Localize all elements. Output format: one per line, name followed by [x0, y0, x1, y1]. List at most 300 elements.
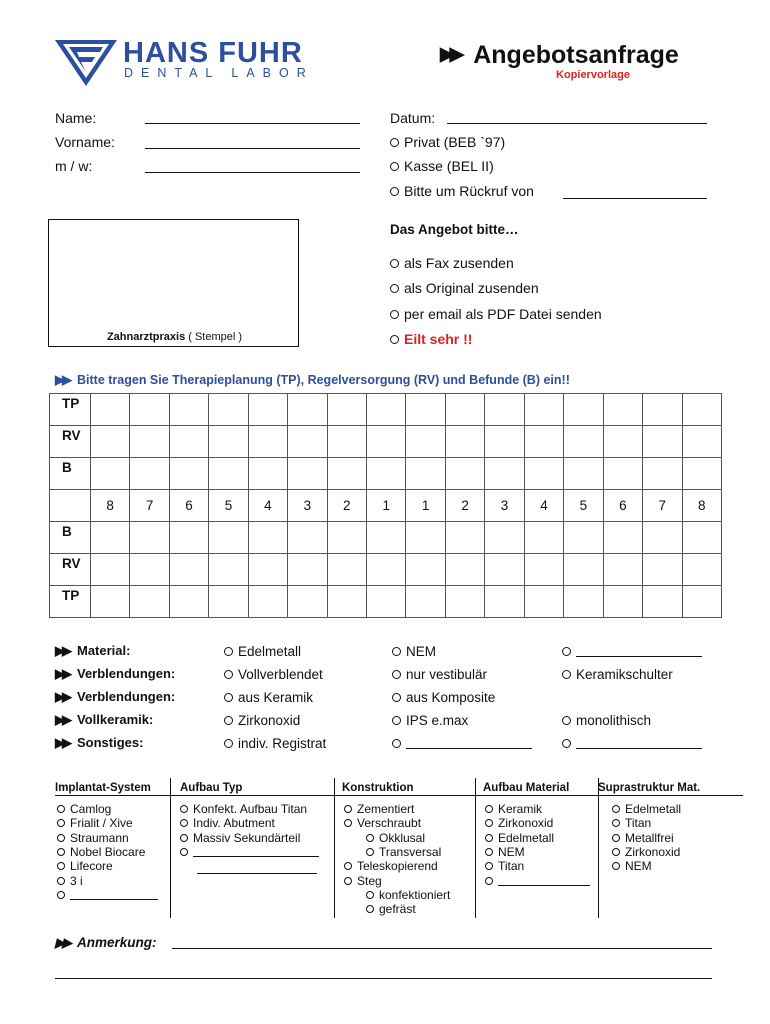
- chart-cell[interactable]: [288, 394, 327, 426]
- aufbau-material-option-label: Keramik: [498, 802, 543, 816]
- chart-row-b-upper: [50, 458, 722, 490]
- chart-instruction: [55, 372, 570, 388]
- chart-row-label: RV: [50, 426, 91, 458]
- radio-circle-icon: [344, 877, 352, 885]
- option-pdf[interactable]: [390, 306, 602, 322]
- material-option[interactable]: [224, 690, 313, 706]
- chart-corner-cell: [50, 490, 91, 522]
- chart-cell[interactable]: [130, 554, 169, 586]
- radio-circle-icon: [57, 805, 65, 813]
- chart-cell[interactable]: [248, 458, 287, 490]
- konstruktion-option-label: Transversal: [379, 844, 442, 859]
- radio-circle-icon: [485, 834, 493, 842]
- suprastruktur-option[interactable]: [612, 816, 651, 830]
- mw-label: m / w:: [55, 158, 93, 174]
- chart-cell[interactable]: [367, 522, 406, 554]
- konstruktion-option-label: Verschraubt: [357, 816, 422, 831]
- suprastruktur-option-label: Metallfrei: [625, 830, 674, 845]
- radio-circle-icon: [612, 805, 620, 813]
- suprastruktur-option-label: NEM: [625, 859, 652, 874]
- chart-row-label: B: [50, 522, 91, 554]
- chart-cell[interactable]: [327, 586, 366, 618]
- chart-cell[interactable]: [130, 426, 169, 458]
- radio-circle-icon: [485, 805, 493, 813]
- material-option-label: nur vestibulär: [406, 667, 488, 682]
- chart-cell[interactable]: [169, 586, 208, 618]
- company-logo-icon: [55, 40, 117, 86]
- tooth-number: 1: [406, 490, 445, 522]
- chart-cell[interactable]: [564, 586, 603, 618]
- radio-circle-icon: [366, 905, 374, 913]
- chart-cell[interactable]: [643, 554, 682, 586]
- radio-circle-icon: [390, 162, 399, 171]
- chart-cell[interactable]: [603, 522, 642, 554]
- delivery-heading: Das Angebot bitte…: [390, 222, 519, 237]
- chart-cell[interactable]: [248, 554, 287, 586]
- chart-cell[interactable]: [130, 586, 169, 618]
- chart-cell[interactable]: [130, 394, 169, 426]
- option-original[interactable]: [390, 280, 539, 296]
- chart-cell[interactable]: [327, 426, 366, 458]
- datum-field[interactable]: [447, 123, 707, 124]
- chart-cell[interactable]: [603, 586, 642, 618]
- double-arrow-icon: ▶▶: [440, 44, 460, 65]
- column-divider: [598, 778, 599, 918]
- chart-cell[interactable]: [90, 458, 129, 490]
- option-urgent[interactable]: [390, 331, 472, 347]
- radio-circle-icon: [224, 739, 233, 748]
- chart-cell[interactable]: [643, 586, 682, 618]
- tooth-chart: [49, 393, 722, 618]
- implant-system-option[interactable]: [57, 845, 145, 859]
- tooth-number: 6: [603, 490, 642, 522]
- blank-entry-line[interactable]: [197, 873, 317, 874]
- implant-system-option[interactable]: [57, 874, 83, 888]
- chart-cell[interactable]: [90, 586, 129, 618]
- implant-system-option[interactable]: [57, 831, 129, 845]
- remark-line-1[interactable]: [172, 948, 712, 949]
- chart-cell[interactable]: [643, 458, 682, 490]
- radio-circle-icon: [344, 862, 352, 870]
- material-option-label: aus Komposite: [406, 690, 496, 705]
- mw-field[interactable]: [145, 172, 360, 173]
- chart-cell[interactable]: [248, 426, 287, 458]
- option-urgent-label: Eilt sehr !!: [404, 331, 473, 347]
- aufbau-material-option[interactable]: [485, 816, 553, 830]
- implant-system-option-label: 3 i: [70, 873, 83, 888]
- option-fax-label: als Fax zusenden: [404, 255, 514, 271]
- material-option-label: monolithisch: [576, 713, 652, 728]
- radio-circle-icon: [390, 138, 399, 147]
- konstruktion-option[interactable]: [344, 859, 438, 873]
- tooth-number: 8: [682, 490, 721, 522]
- konstruktion-option[interactable]: [366, 902, 416, 916]
- option-privat[interactable]: [390, 134, 505, 150]
- chart-row-tp-lower: [50, 586, 722, 618]
- tooth-number: 1: [367, 490, 406, 522]
- suprastruktur-option-label: Zirkonoxid: [625, 844, 681, 859]
- chart-cell[interactable]: [643, 426, 682, 458]
- radio-circle-icon: [390, 335, 399, 344]
- radio-circle-icon: [57, 834, 65, 842]
- chart-cell[interactable]: [682, 458, 721, 490]
- implant-system-option-label: Camlog: [70, 802, 112, 816]
- radio-circle-icon: [180, 819, 188, 827]
- datum-label: Datum:: [390, 110, 436, 126]
- chart-cell[interactable]: [564, 426, 603, 458]
- material-option[interactable]: [224, 713, 300, 729]
- chart-cell[interactable]: [367, 426, 406, 458]
- radio-circle-icon: [366, 891, 374, 899]
- chart-cell[interactable]: [90, 522, 129, 554]
- option-rueckruf[interactable]: [390, 183, 534, 199]
- radio-circle-icon: [224, 693, 233, 702]
- material-option[interactable]: [392, 644, 436, 660]
- chart-row-rv-upper: [50, 426, 722, 458]
- chart-cell[interactable]: [682, 426, 721, 458]
- material-option[interactable]: [562, 713, 651, 729]
- remark-line-2[interactable]: [55, 978, 712, 979]
- chart-cell[interactable]: [524, 394, 563, 426]
- double-arrow-icon: ▶▶: [55, 712, 69, 727]
- remark-label-text: Anmerkung:: [77, 935, 157, 950]
- blank-entry-line[interactable]: [406, 737, 532, 749]
- material-row-label: [55, 666, 175, 682]
- radio-circle-icon: [224, 670, 233, 679]
- chart-cell[interactable]: [524, 522, 563, 554]
- chart-cell[interactable]: [209, 394, 248, 426]
- aufbau-material-option[interactable]: [485, 802, 542, 816]
- implant-system-option-label: Frialit / Xive: [70, 816, 133, 831]
- aufbau-material-option-label: Zirkonoxid: [498, 816, 554, 831]
- chart-cell[interactable]: [445, 426, 484, 458]
- radio-circle-icon: [390, 259, 399, 268]
- stamp-label-rest: ( Stempel ): [185, 331, 243, 343]
- chart-cell[interactable]: [485, 522, 524, 554]
- chart-cell[interactable]: [485, 458, 524, 490]
- radio-circle-icon: [57, 862, 65, 870]
- chart-cell[interactable]: [406, 394, 445, 426]
- chart-cell[interactable]: [169, 554, 208, 586]
- radio-circle-icon: [366, 848, 374, 856]
- aufbau-material-option-label: Titan: [498, 859, 525, 874]
- chart-cell[interactable]: [445, 586, 484, 618]
- chart-cell[interactable]: [406, 586, 445, 618]
- radio-circle-icon: [366, 834, 374, 842]
- blank-entry-line[interactable]: [576, 645, 702, 657]
- double-arrow-icon: ▶▶: [55, 735, 69, 750]
- radio-circle-icon: [57, 891, 65, 899]
- name-field[interactable]: [145, 123, 360, 124]
- chart-cell[interactable]: [169, 458, 208, 490]
- material-option[interactable]: [224, 736, 326, 752]
- chart-cell[interactable]: [406, 522, 445, 554]
- chart-cell[interactable]: [367, 554, 406, 586]
- chart-cell[interactable]: [90, 554, 129, 586]
- double-arrow-icon: ▶▶: [55, 643, 69, 658]
- chart-cell[interactable]: [209, 554, 248, 586]
- implant-header-divider: [55, 795, 743, 796]
- chart-cell[interactable]: [445, 458, 484, 490]
- chart-cell[interactable]: [169, 426, 208, 458]
- chart-cell[interactable]: [130, 522, 169, 554]
- radio-circle-icon: [612, 819, 620, 827]
- material-row-label: [55, 643, 130, 659]
- company-subtitle: DENTAL LABOR: [124, 66, 314, 80]
- chart-cell[interactable]: [406, 426, 445, 458]
- option-kasse-label: Kasse (BEL II): [404, 158, 494, 174]
- radio-circle-icon: [485, 877, 493, 885]
- chart-cell[interactable]: [327, 522, 366, 554]
- implant-system-option-label: Nobel Biocare: [70, 844, 146, 859]
- material-row-label: [55, 689, 175, 705]
- chart-cell[interactable]: [288, 426, 327, 458]
- name-label: Name:: [55, 110, 97, 126]
- chart-cell[interactable]: [564, 554, 603, 586]
- tooth-number: 3: [288, 490, 327, 522]
- material-row-label-text: Vollkeramik:: [77, 712, 154, 727]
- radio-circle-icon: [390, 284, 399, 293]
- chart-cell[interactable]: [485, 394, 524, 426]
- chart-cell[interactable]: [288, 586, 327, 618]
- column-divider: [170, 778, 171, 918]
- blank-entry-line[interactable]: [193, 847, 319, 857]
- chart-cell[interactable]: [288, 458, 327, 490]
- suprastruktur-option-label: Titan: [625, 816, 652, 831]
- chart-cell[interactable]: [524, 554, 563, 586]
- option-kasse[interactable]: [390, 158, 494, 174]
- radio-circle-icon: [485, 819, 493, 827]
- chart-cell[interactable]: [603, 426, 642, 458]
- chart-cell[interactable]: [209, 522, 248, 554]
- chart-cell[interactable]: [327, 554, 366, 586]
- chart-cell[interactable]: [90, 426, 129, 458]
- double-arrow-icon: ▶▶: [55, 372, 69, 387]
- chart-cell[interactable]: [288, 522, 327, 554]
- suprastruktur-option[interactable]: [612, 802, 681, 816]
- chart-row-label: TP: [50, 586, 91, 618]
- chart-cell[interactable]: [564, 394, 603, 426]
- option-original-label: als Original zusenden: [404, 280, 539, 296]
- tooth-number: 4: [524, 490, 563, 522]
- chart-cell[interactable]: [682, 394, 721, 426]
- radio-circle-icon: [392, 716, 401, 725]
- page-title: [440, 40, 679, 70]
- option-pdf-label: per email als PDF Datei senden: [404, 306, 602, 322]
- chart-cell[interactable]: [367, 458, 406, 490]
- material-option[interactable]: [562, 644, 702, 660]
- radio-circle-icon: [612, 848, 620, 856]
- chart-cell[interactable]: [485, 554, 524, 586]
- chart-cell[interactable]: [564, 522, 603, 554]
- chart-cell[interactable]: [682, 554, 721, 586]
- radio-circle-icon: [390, 310, 399, 319]
- chart-cell[interactable]: [603, 394, 642, 426]
- implant-system-option[interactable]: [57, 888, 158, 902]
- tooth-number: 5: [209, 490, 248, 522]
- konstruktion-option-label: Steg: [357, 873, 382, 888]
- material-option[interactable]: [392, 713, 468, 729]
- chart-cell[interactable]: [130, 458, 169, 490]
- chart-cell[interactable]: [564, 458, 603, 490]
- remark-label: [55, 935, 157, 951]
- chart-cell[interactable]: [524, 426, 563, 458]
- konstruktion-option[interactable]: [366, 888, 450, 902]
- chart-cell[interactable]: [682, 586, 721, 618]
- double-arrow-icon: ▶▶: [55, 689, 69, 704]
- radio-circle-icon: [485, 848, 493, 856]
- radio-circle-icon: [485, 862, 493, 870]
- chart-cell[interactable]: [169, 522, 208, 554]
- material-option-label: Keramikschulter: [576, 667, 673, 682]
- suprastruktur-option[interactable]: [612, 859, 652, 873]
- suprastruktur-option[interactable]: [612, 845, 680, 859]
- aufbau-material-option[interactable]: [485, 859, 524, 873]
- material-row-label: [55, 712, 153, 728]
- konstruktion-option[interactable]: [344, 802, 414, 816]
- tooth-number: 3: [485, 490, 524, 522]
- material-option-label: NEM: [406, 644, 436, 659]
- blank-entry-line[interactable]: [70, 890, 158, 900]
- material-row-label: [55, 735, 143, 751]
- material-option[interactable]: [224, 644, 301, 660]
- aufbau-material-option[interactable]: [485, 845, 525, 859]
- material-option[interactable]: [392, 690, 495, 706]
- chart-cell[interactable]: [485, 586, 524, 618]
- chart-cell[interactable]: [406, 554, 445, 586]
- header-implantat-system: Implantat-System: [55, 782, 151, 794]
- chart-row-b-lower: [50, 522, 722, 554]
- chart-cell[interactable]: [169, 394, 208, 426]
- chart-cell[interactable]: [445, 522, 484, 554]
- tooth-number: 7: [130, 490, 169, 522]
- stamp-box[interactable]: [48, 219, 299, 347]
- radio-circle-icon: [57, 848, 65, 856]
- vorname-label: Vorname:: [55, 134, 115, 150]
- material-option-label: IPS e.max: [406, 713, 469, 728]
- chart-row-label: B: [50, 458, 91, 490]
- material-option-label: aus Keramik: [238, 690, 314, 705]
- implant-system-option[interactable]: [57, 816, 133, 830]
- material-row-label-text: Verblendungen:: [77, 666, 176, 681]
- chart-cell[interactable]: [643, 522, 682, 554]
- chart-cell[interactable]: [682, 522, 721, 554]
- option-fax[interactable]: [390, 255, 514, 271]
- chart-cell[interactable]: [485, 426, 524, 458]
- radio-circle-icon: [180, 834, 188, 842]
- radio-circle-icon: [392, 739, 401, 748]
- aufbau-typ-option[interactable]: [180, 831, 300, 845]
- chart-cell[interactable]: [445, 554, 484, 586]
- chart-cell[interactable]: [327, 394, 366, 426]
- suprastruktur-option-label: Edelmetall: [625, 802, 682, 816]
- blank-entry-line[interactable]: [576, 737, 702, 749]
- aufbau-material-option-label: Edelmetall: [498, 830, 555, 845]
- chart-cell[interactable]: [209, 586, 248, 618]
- chart-cell[interactable]: [524, 586, 563, 618]
- suprastruktur-option[interactable]: [612, 831, 674, 845]
- tooth-number: 6: [169, 490, 208, 522]
- chart-cell[interactable]: [603, 458, 642, 490]
- chart-cell[interactable]: [248, 586, 287, 618]
- chart-cell[interactable]: [367, 586, 406, 618]
- implant-system-option[interactable]: [57, 859, 113, 873]
- chart-cell[interactable]: [209, 426, 248, 458]
- radio-circle-icon: [224, 716, 233, 725]
- konstruktion-option[interactable]: [344, 816, 421, 830]
- chart-cell[interactable]: [288, 554, 327, 586]
- chart-cell[interactable]: [327, 458, 366, 490]
- header-suprastruktur: Suprastruktur Mat.: [598, 782, 701, 794]
- chart-cell[interactable]: [248, 394, 287, 426]
- aufbau-typ-option[interactable]: [180, 816, 275, 830]
- vorname-field[interactable]: [145, 148, 360, 149]
- radio-circle-icon: [392, 670, 401, 679]
- aufbau-typ-option[interactable]: [180, 845, 319, 859]
- chart-cell[interactable]: [406, 458, 445, 490]
- aufbau-typ-option-label: Indiv. Abutment: [193, 816, 275, 831]
- rueckruf-field[interactable]: [563, 198, 707, 199]
- konstruktion-option-label: konfektioniert: [379, 887, 451, 902]
- material-option-label: indiv. Registrat: [238, 736, 327, 751]
- stamp-label: [49, 331, 300, 343]
- chart-cell[interactable]: [643, 394, 682, 426]
- material-option[interactable]: [562, 667, 673, 683]
- chart-cell[interactable]: [603, 554, 642, 586]
- radio-circle-icon: [612, 834, 620, 842]
- header-konstruktion: Konstruktion: [342, 782, 414, 794]
- material-option[interactable]: [224, 667, 323, 683]
- aufbau-typ-option-label: Massiv Sekundärteil: [193, 830, 301, 845]
- blank-entry-line[interactable]: [498, 876, 590, 886]
- material-option-label: Vollverblendet: [238, 667, 323, 682]
- radio-circle-icon: [344, 819, 352, 827]
- material-option[interactable]: [562, 736, 702, 752]
- aufbau-material-option[interactable]: [485, 831, 554, 845]
- chart-row-rv-lower: [50, 554, 722, 586]
- material-row-label-text: Sonstiges:: [77, 735, 144, 750]
- radio-circle-icon: [344, 805, 352, 813]
- company-name: HANS FUHR: [123, 37, 303, 69]
- material-option[interactable]: [392, 736, 532, 752]
- aufbau-material-option-label: NEM: [498, 844, 525, 859]
- implant-system-option[interactable]: [57, 802, 111, 816]
- chart-cell[interactable]: [248, 522, 287, 554]
- radio-circle-icon: [390, 187, 399, 196]
- radio-circle-icon: [562, 647, 571, 656]
- radio-circle-icon: [562, 670, 571, 679]
- chart-row-tp-upper: [50, 394, 722, 426]
- konstruktion-option[interactable]: [344, 874, 382, 888]
- chart-cell[interactable]: [90, 394, 129, 426]
- chart-cell[interactable]: [209, 458, 248, 490]
- aufbau-typ-option[interactable]: [180, 802, 307, 816]
- stamp-label-bold: Zahnarztpraxis: [106, 331, 186, 343]
- material-option[interactable]: [392, 667, 487, 683]
- tooth-number: 8: [90, 490, 129, 522]
- chart-cell[interactable]: [367, 394, 406, 426]
- konstruktion-option[interactable]: [366, 831, 425, 845]
- radio-circle-icon: [392, 693, 401, 702]
- konstruktion-option-label: Okklusal: [379, 830, 426, 845]
- aufbau-material-option[interactable]: [485, 874, 590, 888]
- chart-cell[interactable]: [445, 394, 484, 426]
- double-arrow-icon: ▶▶: [55, 666, 69, 681]
- chart-cell[interactable]: [524, 458, 563, 490]
- konstruktion-option[interactable]: [366, 845, 441, 859]
- tooth-number: 2: [327, 490, 366, 522]
- column-divider: [334, 778, 335, 918]
